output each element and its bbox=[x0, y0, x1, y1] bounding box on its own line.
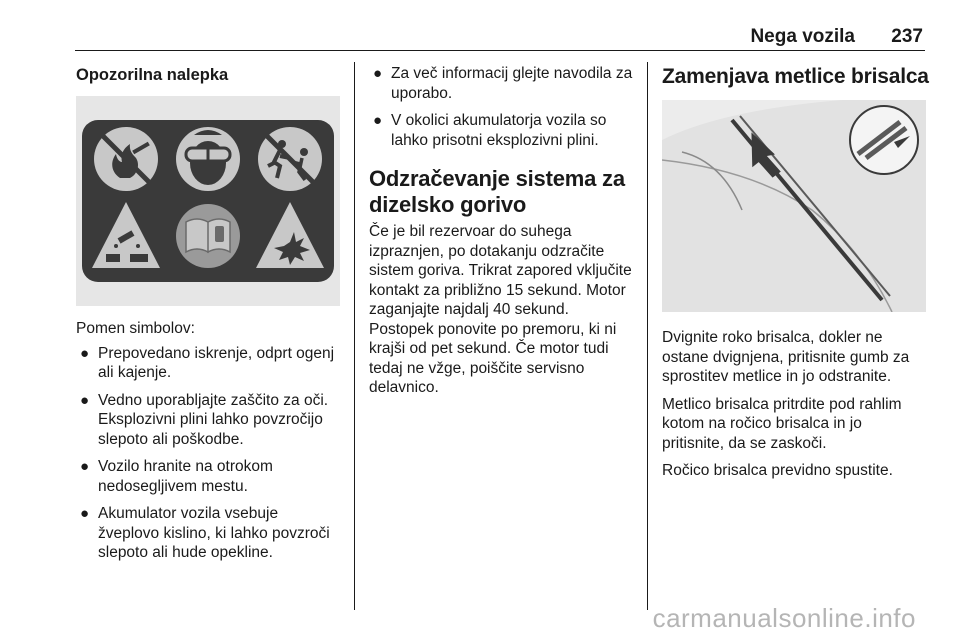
list-item: ● Vozilo hranite na otrokom nedosegljivem mestu. bbox=[80, 458, 273, 495]
list-item: ● Akumulator vozila vsebuje žveplovo kislino, ki lahko povzroči slepoto ali hude opekline. bbox=[80, 505, 330, 561]
diesel-bleeding-heading: Odzračevanje sistema za dizelsko gorivo bbox=[369, 166, 625, 217]
header-rule bbox=[75, 50, 925, 51]
watermark: carmanualsonline.info bbox=[652, 603, 916, 633]
wiper-instructions bbox=[662, 328, 927, 481]
left-column bbox=[76, 64, 341, 86]
bullet-icon: ● bbox=[80, 344, 90, 362]
no-fire-icon bbox=[94, 127, 158, 191]
right-column bbox=[662, 64, 927, 90]
list-item: ● Za več informacij glejte navodila za uporabo. bbox=[373, 65, 633, 102]
diesel-bleeding-paragraph: Če je bil rezervoar do suhega izpraznjen, po dotakanju odzračite sistem goriva. Trikrat zapored vključite kontakt za približno 15 sekund. Motor zaganjajte najdalj 40 sekund. Postopek ponovite po premoru, ki ni krajši od pet sekund. Če motor tudi tedaj ne vžge, poiščite servisno delavnico. bbox=[369, 223, 632, 396]
warning-label-heading: Opozorilna nalepka bbox=[76, 66, 229, 84]
bullet-icon: ● bbox=[373, 65, 383, 82]
bullet-icon: ● bbox=[80, 505, 90, 522]
wiper-step-2: Metlico brisalca pritrdite pod rahlim kotom na ročico brisalca in jo pritisnite, da se zaskoči. bbox=[662, 395, 902, 452]
page-number: 237 bbox=[891, 26, 923, 47]
list-item: ● V okolici akumulatorja vozila so lahko prisotni eksplozivni plini. bbox=[373, 112, 607, 149]
wiper-blade-image bbox=[662, 100, 926, 312]
column-divider-right bbox=[647, 62, 648, 610]
warning-label-image bbox=[76, 96, 340, 306]
column-divider-left bbox=[354, 62, 355, 610]
bullet-icon: ● bbox=[80, 391, 90, 409]
symbols-list bbox=[76, 344, 341, 563]
keep-away-from-children-icon bbox=[258, 127, 322, 191]
symbols-intro: Pomen simbolov: bbox=[76, 320, 195, 337]
middle-column bbox=[369, 64, 634, 398]
list-item: ● Vedno uporabljajte zaščito za oči. Eksplozivni plini lahko povzročijo slepoto ali poškodbe. bbox=[80, 391, 329, 448]
bullet-icon: ● bbox=[373, 112, 383, 129]
wiper-step-1: Dvignite roko brisalca, dokler ne ostane dvignjena, pritisnite gumb za sprostitev metlice in jo odstranite. bbox=[662, 329, 910, 385]
wiper-step-3: Ročico brisalca previdno spustite. bbox=[662, 462, 893, 479]
bullet-icon: ● bbox=[80, 458, 90, 475]
wiper-replacement-heading: Zamenjava metlice brisalca bbox=[662, 65, 929, 88]
read-manual-icon bbox=[176, 204, 240, 268]
eye-protection-icon bbox=[176, 127, 240, 191]
list-item: ● Prepovedano iskrenje, odprt ogenj ali kajenje. bbox=[80, 344, 335, 381]
symbols-section bbox=[76, 319, 341, 571]
header-title: Nega vozila bbox=[750, 26, 855, 47]
manual-notes-list bbox=[369, 64, 634, 150]
